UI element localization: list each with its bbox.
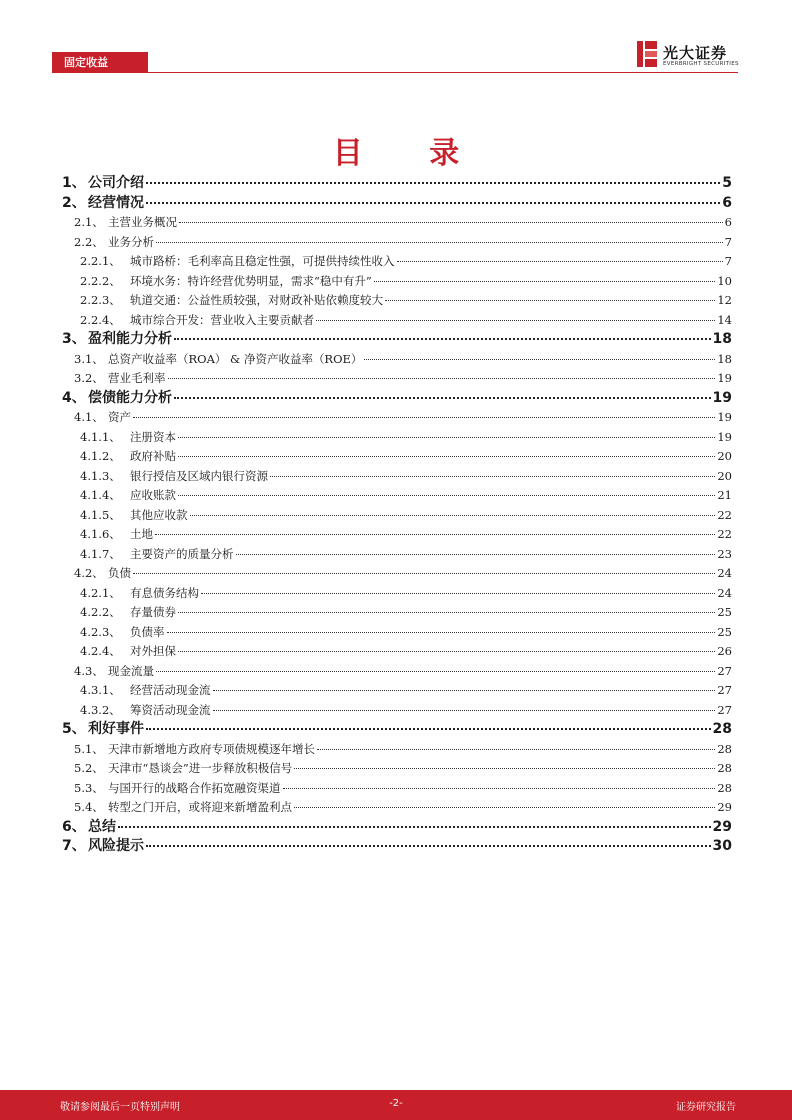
toc-entry-page: 19	[717, 410, 732, 424]
toc-entry-title: 城市综合开发：营业收入主要贡献者	[130, 312, 314, 327]
toc-entry-title: 盈利能力分析	[88, 331, 172, 347]
toc-dot-leader	[178, 651, 715, 652]
toc-dot-leader	[385, 300, 715, 301]
toc-dot-leader	[317, 749, 715, 750]
toc-entry-title: 业务分析	[108, 234, 154, 249]
toc-dot-leader	[133, 417, 715, 418]
toc-dot-leader	[133, 573, 715, 574]
toc-entry-page: 30	[712, 838, 732, 854]
toc-dot-leader	[179, 222, 723, 223]
section-tag: 固定收益	[52, 52, 148, 73]
toc-entry[interactable]	[62, 213, 732, 233]
toc-entry-number: 4.2、	[74, 566, 104, 580]
toc-entry-number: 5.1、	[74, 741, 104, 756]
toc-entry-page: 22	[717, 507, 732, 522]
toc-entry-number: 2.2.3、	[80, 293, 121, 307]
toc-entry-page: 18	[712, 331, 732, 347]
logo-english-name: EVERBRIGHT SECURITIES	[663, 61, 739, 67]
toc-dot-leader	[168, 378, 716, 379]
toc-entry-title: 经营情况	[88, 194, 144, 211]
toc-entry-title: 主要资产的质量分析	[130, 546, 234, 561]
toc-entry-title: 应收账款	[130, 488, 176, 502]
toc-dot-leader	[236, 554, 716, 555]
toc-entry[interactable]	[62, 603, 732, 623]
toc-entry-title: 与国开行的战略合作拓宽融资渠道	[108, 780, 281, 795]
toc-entry-number: 2.2、	[74, 234, 104, 249]
toc-entry-number: 3.2、	[74, 371, 104, 385]
toc-entry[interactable]	[62, 759, 732, 779]
toc-entry-title: 总资产收益率（ROA） & 净资产收益率（ROE）	[108, 351, 363, 366]
toc-entry[interactable]	[62, 798, 732, 818]
toc-dot-leader	[178, 612, 715, 613]
toc-entry[interactable]	[62, 564, 732, 584]
toc-entry-title: 营业毛利率	[108, 371, 166, 385]
toc-entry[interactable]	[62, 525, 732, 545]
toc-entry-title: 轨道交通：公益性质较强，对财政补贴依赖度较大	[130, 293, 383, 307]
toc-entry[interactable]	[62, 311, 732, 331]
page-number: -2-	[389, 1098, 403, 1109]
toc-dot-leader	[294, 807, 715, 808]
toc-dot-leader	[364, 359, 715, 360]
toc-entry-number: 3.1、	[74, 351, 104, 366]
toc-entry-number: 4.1.5、	[80, 507, 121, 522]
toc-entry-page: 19	[717, 371, 732, 385]
toc-dot-leader	[118, 826, 711, 828]
toc-dot-leader	[316, 320, 715, 321]
toc-entry-title: 银行授信及区域内银行资源	[130, 468, 268, 483]
toc-entry-title: 有息债务结构	[130, 585, 199, 600]
toc-dot-leader	[146, 182, 720, 184]
toc-entry-title: 对外担保	[130, 644, 176, 658]
logo-chinese-name: 光大证券	[663, 44, 728, 62]
toc-entry-number: 4.2.4、	[80, 644, 121, 658]
toc-entry-title: 资产	[108, 410, 131, 424]
company-logo	[635, 40, 745, 70]
toc-entry-number: 4.1.6、	[80, 527, 121, 541]
toc-dot-leader	[146, 845, 711, 847]
toc-dot-leader	[397, 261, 723, 262]
toc-dot-leader	[178, 495, 715, 496]
toc-dot-leader	[190, 515, 716, 516]
toc-entry[interactable]	[62, 447, 732, 467]
toc-entry-title: 公司介绍	[88, 175, 144, 191]
toc-entry[interactable]	[62, 252, 732, 272]
toc-entry[interactable]	[62, 545, 732, 565]
toc-dot-leader	[156, 671, 715, 672]
toc-entry-number: 4.1.2、	[80, 449, 121, 463]
toc-entry[interactable]	[62, 350, 732, 370]
toc-entry-page: 14	[717, 312, 732, 327]
toc-dot-leader	[213, 690, 716, 691]
footer-disclaimer: 敬请参阅最后一页特别声明	[60, 1102, 180, 1113]
toc-entry-number: 4.3.2、	[80, 702, 121, 717]
toc-dot-leader	[146, 202, 720, 204]
toc-entry[interactable]	[62, 174, 732, 194]
header-rule	[148, 72, 738, 73]
toc-entry-page: 20	[717, 449, 732, 463]
toc-entry-number: 4.1、	[74, 410, 104, 424]
logo-mark-icon	[635, 40, 659, 68]
toc-entry-title: 政府补贴	[130, 449, 176, 463]
toc-dot-leader	[155, 534, 715, 535]
toc-entry-number: 2.2.2、	[80, 273, 121, 288]
toc-entry[interactable]	[62, 330, 732, 350]
toc-entry-title: 注册资本	[130, 429, 176, 444]
toc-entry-page: 27	[717, 702, 732, 717]
toc-entry-title: 土地	[130, 527, 153, 541]
toc-dot-leader	[178, 456, 715, 457]
toc-dot-leader	[174, 338, 711, 340]
toc-entry-title: 负债率	[130, 624, 165, 639]
toc-entry[interactable]	[62, 701, 732, 721]
toc-entry[interactable]	[62, 194, 732, 214]
toc-entry-title: 偿债能力分析	[88, 389, 172, 406]
toc-entry-page: 25	[717, 624, 732, 639]
toc-entry-title: 主营业务概况	[108, 215, 177, 229]
toc-entry-number: 2.2.1、	[80, 254, 121, 268]
toc-entry-page: 19	[712, 389, 732, 406]
toc-entry-title: 存量债券	[130, 605, 176, 619]
toc-entry[interactable]	[62, 233, 732, 253]
toc-entry-page: 18	[717, 351, 732, 366]
table-of-contents	[62, 174, 732, 857]
toc-entry-number: 4.1.7、	[80, 546, 121, 561]
toc-entry-page: 7	[724, 234, 732, 249]
toc-entry[interactable]	[62, 779, 732, 799]
toc-entry-number: 7、	[62, 838, 86, 854]
toc-entry[interactable]	[62, 408, 732, 428]
toc-entry[interactable]	[62, 272, 732, 292]
toc-dot-leader	[283, 788, 716, 789]
toc-entry-page: 25	[717, 605, 732, 619]
toc-entry[interactable]	[62, 662, 732, 682]
toc-entry[interactable]	[62, 369, 732, 389]
toc-entry-page: 5	[722, 175, 732, 191]
toc-entry-title: 经营活动现金流	[130, 683, 211, 697]
toc-entry-title: 转型之门开启，或将迎来新增盈利点	[108, 800, 292, 814]
toc-entry[interactable]	[62, 740, 732, 760]
toc-entry-number: 5.2、	[74, 761, 104, 775]
toc-dot-leader	[201, 593, 715, 594]
footer-report-type: 证券研究报告	[676, 1102, 736, 1113]
toc-entry-page: 24	[717, 585, 732, 600]
toc-entry-page: 23	[717, 546, 732, 561]
toc-dot-leader	[167, 632, 716, 633]
toc-entry[interactable]	[62, 642, 732, 662]
toc-entry-title: 城市路桥：毛利率高且稳定性强，可提供持续性收入	[130, 254, 395, 268]
toc-dot-leader	[174, 397, 711, 399]
toc-entry[interactable]	[62, 389, 732, 409]
toc-entry-title: 利好事件	[88, 721, 144, 737]
toc-entry-page: 21	[717, 488, 732, 502]
toc-entry-page: 10	[717, 273, 732, 288]
toc-entry-title: 其他应收款	[130, 507, 188, 522]
toc-entry-title: 风险提示	[88, 838, 144, 854]
toc-dot-leader	[146, 728, 711, 730]
toc-entry-page: 27	[717, 663, 732, 678]
toc-entry-page: 20	[717, 468, 732, 483]
toc-entry-page: 27	[717, 683, 732, 697]
toc-entry-number: 4.1.1、	[80, 429, 121, 444]
toc-entry[interactable]	[62, 467, 732, 487]
toc-entry-number: 1、	[62, 175, 86, 191]
toc-entry-title: 筹资活动现金流	[130, 702, 211, 717]
toc-entry-page: 6	[722, 194, 732, 211]
toc-entry-page: 6	[724, 215, 732, 229]
toc-entry-title: 环境水务：特许经营优势明显，需求“稳中有升”	[130, 273, 372, 288]
toc-entry-number: 5.4、	[74, 800, 104, 814]
toc-entry-title: 天津市“恳谈会”进一步释放积极信号	[108, 761, 293, 775]
toc-entry[interactable]	[62, 506, 732, 526]
toc-entry-page: 28	[712, 721, 732, 737]
toc-dot-leader	[270, 476, 715, 477]
toc-entry-page: 28	[717, 780, 732, 795]
toc-entry[interactable]	[62, 623, 732, 643]
toc-entry[interactable]	[62, 428, 732, 448]
toc-dot-leader	[178, 437, 715, 438]
toc-dot-leader	[294, 768, 715, 769]
toc-entry-number: 4.3、	[74, 663, 104, 678]
toc-entry[interactable]	[62, 681, 732, 701]
toc-entry-number: 4.1.4、	[80, 488, 121, 502]
toc-dot-leader	[374, 281, 716, 282]
toc-entry-number: 5.3、	[74, 780, 104, 795]
toc-entry-title: 现金流量	[108, 663, 154, 678]
toc-entry-title: 负债	[108, 566, 131, 580]
toc-entry-number: 2.1、	[74, 215, 104, 229]
toc-entry[interactable]	[62, 584, 732, 604]
toc-entry-page: 28	[717, 741, 732, 756]
toc-entry[interactable]	[62, 837, 732, 857]
toc-dot-leader	[156, 242, 723, 243]
toc-entry-page: 26	[717, 644, 732, 658]
toc-entry-number: 6、	[62, 818, 86, 835]
toc-entry-number: 2.2.4、	[80, 312, 121, 327]
toc-entry-number: 4.2.2、	[80, 605, 121, 619]
toc-entry-number: 3、	[62, 331, 86, 347]
toc-entry-number: 2、	[62, 194, 86, 211]
toc-title: 目 录	[332, 136, 488, 171]
toc-entry-number: 5、	[62, 721, 86, 737]
toc-entry-number: 4.3.1、	[80, 683, 121, 697]
toc-entry-title: 总结	[88, 818, 116, 835]
toc-dot-leader	[213, 710, 716, 711]
toc-entry-title: 天津市新增地方政府专项债规模逐年增长	[108, 741, 315, 756]
toc-entry-number: 4.2.1、	[80, 585, 121, 600]
toc-entry-page: 29	[712, 818, 732, 835]
toc-entry-number: 4、	[62, 389, 86, 406]
toc-entry-page: 12	[717, 293, 732, 307]
toc-entry[interactable]	[62, 291, 732, 311]
toc-entry[interactable]	[62, 720, 732, 740]
toc-entry-page: 29	[717, 800, 732, 814]
toc-entry-page: 7	[724, 254, 732, 268]
toc-entry-number: 4.2.3、	[80, 624, 121, 639]
toc-entry-page: 24	[717, 566, 732, 580]
toc-entry-page: 28	[717, 761, 732, 775]
toc-entry[interactable]	[62, 486, 732, 506]
toc-entry[interactable]	[62, 818, 732, 838]
toc-entry-page: 22	[717, 527, 732, 541]
toc-entry-number: 4.1.3、	[80, 468, 121, 483]
toc-entry-page: 19	[717, 429, 732, 444]
